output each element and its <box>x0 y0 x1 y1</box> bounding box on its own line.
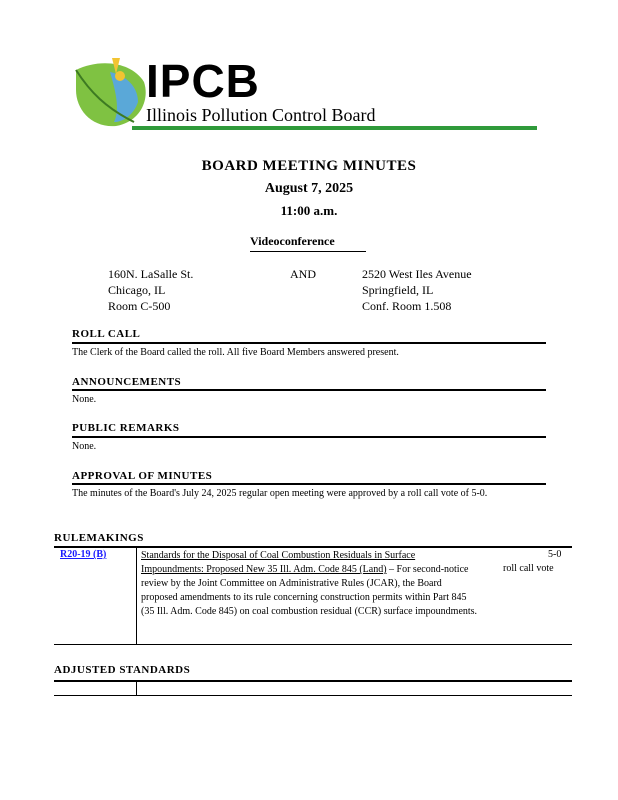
table-top-rule <box>54 680 572 682</box>
announcements-text: None. <box>72 394 97 405</box>
table-column-divider <box>136 680 137 696</box>
address-line: 2520 West Iles Avenue <box>362 267 472 281</box>
approval-minutes-text: The minutes of the Board's July 24, 2025 regular open meeting were approved by a roll call vote of 5-0. <box>72 488 488 499</box>
header-divider <box>132 126 537 130</box>
address-line: Chicago, IL <box>108 283 166 297</box>
table-bottom-rule <box>54 644 572 645</box>
address-line: Conf. Room 1.508 <box>362 299 452 313</box>
table-bottom-rule <box>54 695 572 696</box>
section-heading-roll-call: ROLL CALL <box>72 328 141 340</box>
address-and: AND <box>290 267 316 281</box>
address-line: Room C-500 <box>108 299 171 313</box>
page-title: BOARD MEETING MINUTES <box>201 158 417 174</box>
table-column-divider <box>136 546 137 645</box>
roll-call-text: The Clerk of the Board called the roll. All five Board Members answered present. <box>72 347 399 358</box>
section-divider <box>72 389 546 391</box>
rulemaking-detail: – For second-notice review by the Joint Committee on Administrative Rules (JCAR), the Board proposed amendments to its rule concerning construction permits within Part 845 (35 Ill. Adm. Code 845) on coal combustion residual (CCR) surface impoundments. <box>141 564 478 617</box>
vote-count: 5-0 <box>548 549 562 560</box>
public-remarks-text: None. <box>72 441 97 452</box>
address-springfield <box>362 266 472 314</box>
section-heading-adjusted-standards: ADJUSTED STANDARDS <box>54 664 191 676</box>
section-heading-rulemakings: RULEMAKINGS <box>54 532 144 544</box>
section-divider <box>72 342 546 344</box>
meeting-time: 11:00 a.m. <box>280 203 338 218</box>
table-top-rule <box>54 546 572 548</box>
docket-link-r20-19b[interactable]: R20-19 (B) <box>60 549 107 560</box>
section-heading-announcements: ANNOUNCEMENTS <box>72 376 182 388</box>
logo-subtitle: Illinois Pollution Control Board <box>146 105 376 125</box>
address-chicago <box>108 266 193 314</box>
meeting-date: August 7, 2025 <box>264 181 354 196</box>
section-heading-public-remarks: PUBLIC REMARKS <box>72 422 180 434</box>
rulemaking-title: Standards for the Disposal of Coal Combustion Residuals in Surface Impoundments: Proposed New 35 Ill. Adm. Code 845 (Land) <box>141 550 416 575</box>
section-heading-approval-of-minutes: APPROVAL OF MINUTES <box>72 470 213 482</box>
address-line: Springfield, IL <box>362 283 434 297</box>
logo-title: IPCB <box>146 55 260 107</box>
ipcb-leaf-logo-icon <box>70 52 148 130</box>
rulemaking-description <box>141 549 479 619</box>
section-divider <box>72 483 546 485</box>
vote-type: roll call vote <box>503 563 554 574</box>
meeting-venue: Videoconference <box>250 234 366 252</box>
section-divider <box>72 436 546 438</box>
address-line: 160N. LaSalle St. <box>108 267 194 281</box>
